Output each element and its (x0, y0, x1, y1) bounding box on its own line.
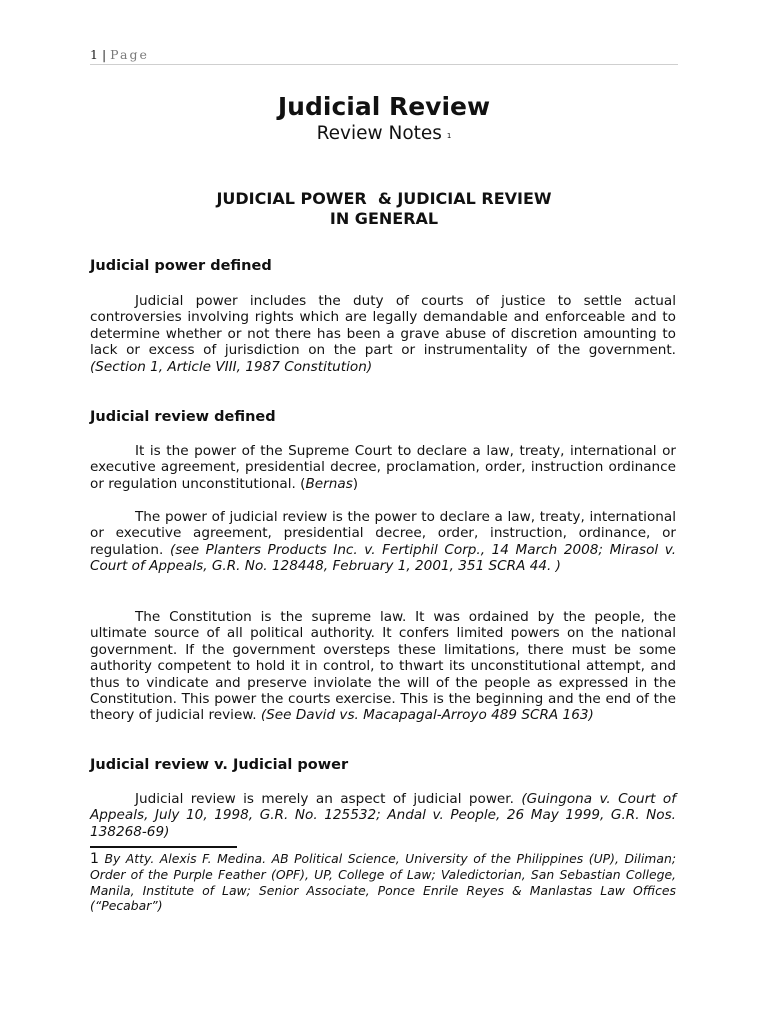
document-title: Judicial Review (277, 92, 491, 121)
section-heading-line-1: JUDICIAL POWER & JUDICIAL REVIEW (216, 189, 552, 208)
paragraph-judicial-power (90, 293, 676, 375)
page-number: 1 (90, 47, 98, 62)
document-subtitle (0, 123, 768, 144)
page-word: Page (110, 47, 149, 62)
footnote-text: By Atty. Alexis F. Medina. AB Political Science, University of the Philippines (UP), Diliman; Order of the Purple Feather (OPF), UP, College of Law; Valedictorian, San Sebastian College, Manila, Institute of Law; Senior Associate, Ponce Enrile Reyes & Manlastas Law Offices (“Pecabar”) (90, 851, 676, 913)
footnote-separator (90, 846, 237, 848)
paragraph-review-defined-1 (90, 443, 676, 492)
heading-judicial-review-defined: Judicial review defined (90, 409, 276, 425)
citation: (See David vs. Macapagal-Arroyo 489 SCRA 163) (260, 707, 594, 724)
paragraph-review-defined-2 (90, 509, 676, 575)
paragraph-review-vs-power (90, 791, 676, 840)
citation: (Section 1, Article VIII, 1987 Constitution) (90, 358, 373, 375)
paragraph-text: The power of judicial review is the power to declare a law, treaty, international or executive agreement, presidential decree, order, instruction, ordinance, or regulation. (90, 509, 676, 558)
citation: Bernas (305, 475, 353, 492)
paragraph-text: It is the power of the Supreme Court to declare a law, treaty, international or executive agreement, presidential decree, proclamation, order, instruction ordinance or regulation unconstitutional. ( (90, 443, 676, 492)
paragraph-text: The Constitution is the supreme law. It was ordained by the people, the ultimate source of all political authority. It confers limited powers on the national government. If the government oversteps these limitations, there must be some authority competent to hold it in control, to thwart its unconstitutional attempt, and thus to vindicate and preserve inviolate the will of the people as expressed in the Constitution. This power the courts exercise. This is the beginning and the end of the theory of judicial review. (90, 609, 676, 724)
section-heading-line-2: IN GENERAL (329, 209, 439, 228)
paragraph-text: Judicial power includes the duty of courts of justice to settle actual controversies involving rights which are legally demandable and enforceable and to determine whether or not there has been a grave abuse of discretion amounting to lack or excess of jurisdiction on the part or instrumentality of the government. (90, 293, 676, 359)
page-separator: | (101, 47, 107, 62)
page-header (90, 47, 678, 65)
paragraph-review-defined-3 (90, 609, 676, 724)
heading-review-vs-power: Judicial review v. Judicial power (90, 757, 349, 773)
footnote-number: 1 (90, 851, 99, 867)
citation: (Guingona v. Court of Appeals, July 10, 1998, G.R. No. 125532; Andal v. People, 26 May 1999, G.R. Nos. 138268-69) (90, 791, 676, 840)
citation: (see Planters Products Inc. v. Fertiphil Corp., 14 March 2008; Mirasol v. Court of Appeals, G.R. No. 128448, February 1, 2001, 351 SCRA 44. ) (90, 541, 677, 575)
subtitle-text: Review Notes (316, 123, 442, 144)
paragraph-tail: ) (352, 475, 359, 492)
section-heading (0, 189, 768, 229)
footnote (90, 851, 676, 913)
heading-judicial-power-defined: Judicial power defined (90, 258, 272, 274)
footnote-reference[interactable]: 1 (446, 132, 452, 140)
paragraph-text: Judicial review is merely an aspect of judicial power. (135, 791, 522, 807)
